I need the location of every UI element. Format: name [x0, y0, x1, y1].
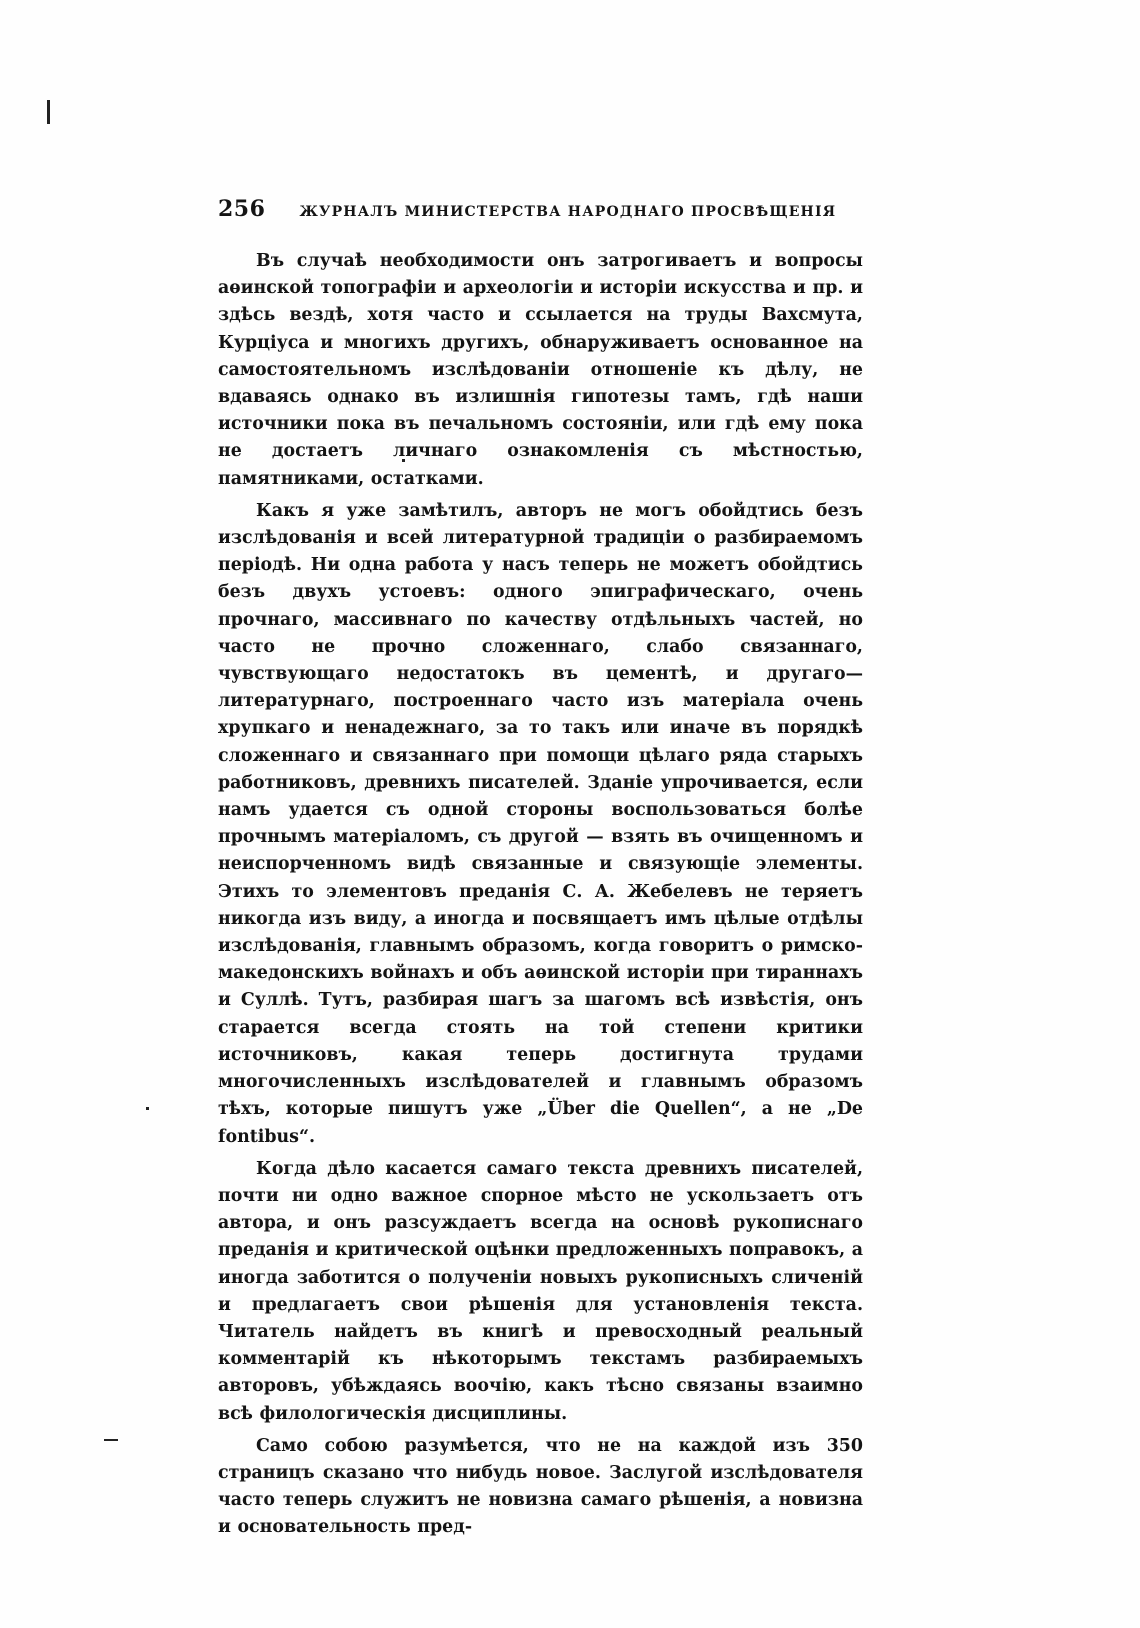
paragraph: Какъ я уже замѣтилъ, авторъ не могъ обойдтись безъ изслѣдованія и всей литературной традиціи о разбираемомъ періодѣ. Ни одна работа у насъ теперь не можетъ обойдтись безъ двухъ устоевъ: одного эпиграфическаго, очень прочнаго, массивнаго по качеству отдѣльныхъ частей, но часто не прочно сложеннаго, слабо связаннаго, чувствующаго недостатокъ въ цементѣ, и другаго—литературнаго, построеннаго часто изъ матеріала очень хрупкаго и ненадежнаго, за то такъ или иначе въ порядкѣ сложеннаго и связаннаго при помощи цѣлаго ряда старыхъ работниковъ, древнихъ писателей. Зданіе упрочивается, если намъ удается съ одной стороны воспользоваться болѣе прочнымъ матеріаломъ, съ другой — взять въ очищенномъ и неиспорченномъ видѣ связанные и связующіе элементы. Этихъ то элементовъ преданія С. А. Жебелевъ не теряетъ никогда изъ виду, а иногда и посвящаетъ имъ цѣлые отдѣлы изслѣдованія, главнымъ образомъ, когда говоритъ о римско-македонскихъ войнахъ и объ аѳинской исторіи при тираннахъ и Суллѣ. Тутъ, разбирая шагъ за шагомъ всѣ извѣстія, онъ старается всегда стоять на той степени критики источниковъ, какая теперь достигнута трудами многочисленныхъ изслѣдователей и главнымъ образомъ тѣхъ, которые пишутъ уже „Über die Quellen“, а не „De fontibus“.: [218, 500, 863, 1147]
running-head: ЖУРНАЛЪ МИНИСТЕРСТВА НАРОДНАГО ПРОСВѢЩЕНІЯ: [299, 204, 837, 220]
page-number: 256: [218, 196, 266, 222]
scan-mark: [47, 100, 50, 124]
paragraph: Въ случаѣ необходимости онъ затрогиваетъ и вопросы аѳинской топографіи и археологіи и исторіи искусства и пр. и здѣсь вездѣ, хотя часто и ссылается на труды Вахсмута, Курціуса и многихъ другихъ, обнаруживаетъ основанное на самостоятельномъ изслѣдованіи отношеніе къ дѣлу, не вдаваясь однако въ излишнія гипотезы тамъ, гдѣ наши источники пока въ печальномъ состояніи, или гдѣ ему пока не достаетъ личнаго ознакомленія съ мѣстностью, памятниками, остатками.: [218, 251, 863, 489]
paragraph: Само собою разумѣется, что не на каждой изъ 350 страницъ сказано что нибудь новое. Заслугой изслѣдователя часто теперь служитъ не новизна самаго рѣшенія, а новизна и основательность пред-: [218, 1435, 863, 1538]
scan-mark: [104, 1439, 118, 1441]
body-text: [218, 248, 863, 1547]
paragraph: Когда дѣло касается самаго текста древнихъ писателей, почти ни одно важное спорное мѣсто не ускользаетъ отъ автора, и онъ разсуждаетъ всегда на основѣ рукописнаго преданія и критической оцѣнки предложенныхъ поправокъ, а иногда заботится о полученіи новыхъ рукописныхъ сличеній и предлагаетъ свои рѣшенія для установленія текста. Читатель найдетъ въ книгѣ и превосходный реальный комментарій къ нѣкоторымъ текстамъ разбираемыхъ авторовъ, убѣждаясь воочію, какъ тѣсно связаны взаимно всѣ филологическія дисциплины.: [218, 1158, 863, 1424]
scan-mark: [146, 1107, 149, 1110]
page-header: [218, 196, 858, 226]
